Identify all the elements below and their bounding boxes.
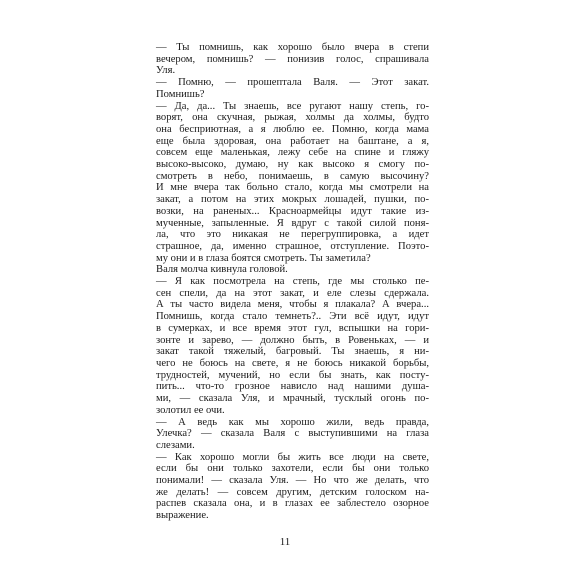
text-line: золотил ее очи. bbox=[156, 404, 225, 416]
text-line: — Как хорошо могли бы жить все люди на свете, bbox=[156, 451, 429, 463]
text-line: закат такой тяжелый, багровый. Ты знаешь, я ни- bbox=[156, 346, 429, 358]
text-line: мученные, запыленные. Я вдруг с такой силой поня- bbox=[156, 217, 429, 229]
paragraph bbox=[143, 417, 429, 452]
paragraph bbox=[143, 42, 429, 77]
text-line: понимали! — сказала Уля. — Но что же делать, что bbox=[156, 475, 429, 487]
text-line: трудностей, мучений, но если бы знать, как посту- bbox=[156, 369, 429, 381]
text-line: закат, а потом на этих мокрых лошадей, пушки, по- bbox=[156, 194, 429, 206]
text-line: А ты часто видела меня, чтобы я плакала? А вчера... bbox=[156, 299, 429, 311]
page-body-text bbox=[143, 42, 429, 522]
text-line: возки, на раненых... Красноармейцы идут такие из- bbox=[156, 205, 429, 217]
text-line: Помнишь? bbox=[156, 88, 205, 100]
text-line: Уля. bbox=[156, 65, 176, 77]
text-line: чего не боюсь на свете, я не боюсь никакой борьбы, bbox=[156, 357, 429, 369]
text-line: му они и в глаза боятся смотреть. Ты заметила? bbox=[156, 252, 371, 264]
page-number: 11 bbox=[279, 536, 291, 548]
text-line: — А ведь как мы хорошо жили, ведь правда, bbox=[156, 416, 429, 428]
text-line: зонте и зарево, — должно быть, в Ровеньках, — и bbox=[156, 334, 429, 346]
paragraph bbox=[143, 264, 429, 276]
text-line: И мне вчера так больно стало, когда мы смотрели на bbox=[156, 182, 429, 194]
paragraph bbox=[143, 77, 429, 100]
text-line: Помнишь, когда стало темнеть?.. Эти всё идут, идут bbox=[156, 311, 429, 323]
text-line: Улечка? — сказала Валя с выступившими на глаза bbox=[156, 428, 429, 440]
text-line: — Я как посмотрела на степь, где мы столько пе- bbox=[156, 276, 429, 288]
paragraph bbox=[143, 101, 429, 265]
paragraph bbox=[143, 276, 429, 416]
text-line: слезами. bbox=[156, 439, 195, 451]
text-line: она бесприютная, а я люблю ее. Помню, когда мама bbox=[156, 123, 429, 135]
paragraph bbox=[143, 452, 429, 522]
text-line: распев сказала она, и в глазах ее заблестело озорное bbox=[156, 498, 429, 510]
text-line: еще была здоровая, она работает на баштане, а я, bbox=[156, 135, 429, 147]
text-line: если бы они только захотели, если бы они только bbox=[156, 463, 429, 475]
text-line: смотреть в небо, понимаешь, в самую высочину? bbox=[156, 170, 429, 182]
text-line: пить... что-то грозное нависло над нашими душа- bbox=[156, 381, 429, 393]
text-line: страшное, да, именно страшное, отступление. Поэто- bbox=[156, 240, 429, 252]
text-line: же делать! — совсем другим, детским голоском на- bbox=[156, 486, 429, 498]
text-line: сен спели, да на этот закат, и еле слезы сдержала. bbox=[156, 287, 429, 299]
text-line: совсем еще маленькая, лежу себе на спине и гляжу bbox=[156, 147, 429, 159]
text-line: высоко-высоко, думаю, ну как высоко я смогу по- bbox=[156, 159, 429, 171]
text-line: в сумерках, и все время этот гул, вспышки на гори- bbox=[156, 322, 429, 334]
text-line: Валя молча кивнула головой. bbox=[156, 264, 288, 276]
text-line: — Ты помнишь, как хорошо было вчера в степи bbox=[156, 42, 429, 53]
text-line: — Помню, — прошептала Валя. — Этот закат. bbox=[156, 77, 429, 89]
text-line: вечером, помнишь? — понизив голос, спрашивала bbox=[156, 53, 429, 65]
text-line: ла, что это никакая не перегруппировка, а идет bbox=[156, 229, 429, 241]
text-line: ворят, она скучная, рыжая, холмы да холмы, будто bbox=[156, 112, 429, 124]
text-line: ми, — сказала Уля, и мрачный, тусклый огонь по- bbox=[156, 393, 429, 405]
text-line: — Да, да... Ты знаешь, все ругают нашу степь, го- bbox=[156, 100, 429, 112]
text-line: выражение. bbox=[156, 510, 209, 522]
